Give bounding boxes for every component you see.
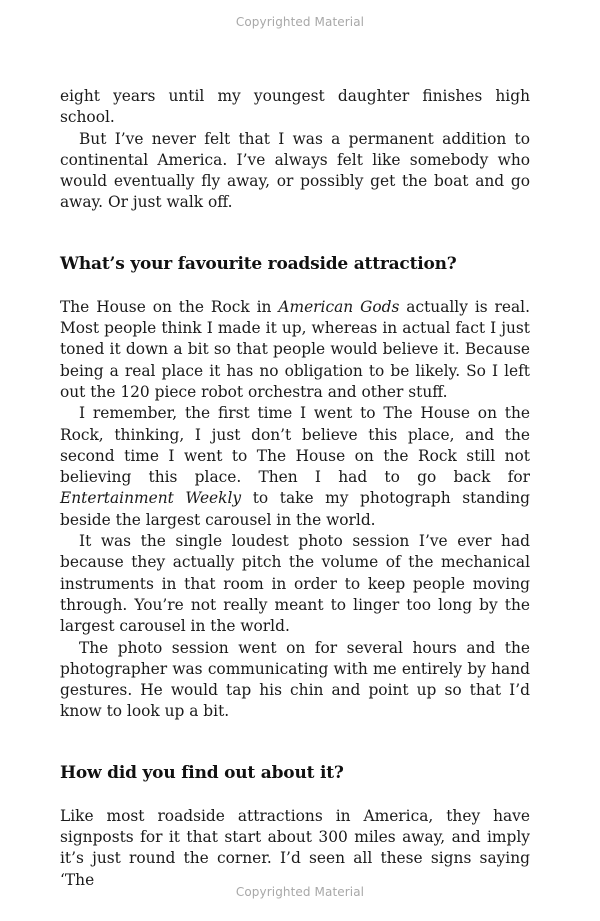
magazine-title: Entertainment Weekly (60, 489, 242, 508)
text-run: to take my photograph standing beside the largest carousel in the world. (60, 489, 530, 529)
paragraph: But I’ve never felt that I was a permanent addition to continental America. I’ve always felt like somebody who would eventually fly away, or possibly get the boat and go away. Or just walk off. (60, 129, 530, 212)
section-heading: How did you find out about it? (60, 762, 344, 783)
page-body (60, 86, 530, 891)
book-title: American Gods (278, 297, 400, 316)
copyright-watermark-top: Copyrighted Material (235, 15, 365, 29)
section-heading-wrap (60, 253, 530, 275)
text-run: I remember, the first time I went to The House on the Rock, thinking, I just don’t believe this place, and the second time I went to The House on the Rock still not believing this place. Then I had to go back for (60, 404, 530, 487)
text-run: actually is real. Most people think I made it up, whereas in actual fact I just toned it down a bit so that people would believe it. Because being a real place it has no obligation to be likely. So I left out the 120 piece robot orchestra and other stuff. (60, 297, 530, 401)
paragraph (60, 297, 530, 403)
section-heading-wrap (60, 762, 530, 784)
section-heading: What’s your favourite roadside attraction? (60, 253, 457, 274)
paragraph: eight years until my youngest daughter finishes high school. (60, 87, 530, 127)
paragraph: It was the single loudest photo session I’ve ever had because they actually pitch the volume of the mechanical instruments in that room in order to keep people moving through. You’re not really meant to linger too long by the largest carousel in the world. (60, 532, 530, 636)
text-run: The House on the Rock in (60, 297, 279, 316)
paragraph: The photo session went on for several hours and the photographer was communicating with me entirely by hand gestures. He would tap his chin and point up so that I’d know to look up a bit. (60, 638, 530, 721)
paragraph (60, 403, 530, 531)
copyright-watermark-bottom: Copyrighted Material (235, 885, 365, 899)
paragraph: Like most roadside attractions in America, they have signposts for it that start about 300 miles away, and imply it’s just round the corner. I’d seen all these signs saying ‘The (60, 806, 530, 889)
